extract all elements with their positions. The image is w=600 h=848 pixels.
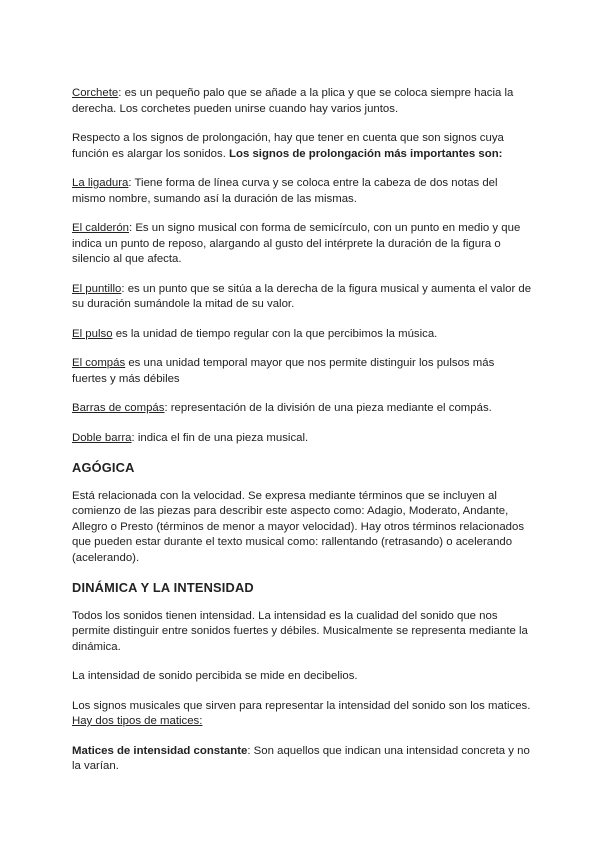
term-compas: El compás <box>72 357 126 369</box>
definition-ligadura: : Tiene forma de línea curva y se coloca entre la cabeza de dos notas del mismo nombre, sumando así la duración de las mismas. <box>72 177 498 205</box>
paragraph-puntillo <box>72 282 532 313</box>
term-doble-barra: Doble barra <box>72 431 132 444</box>
matices-text: Los signos musicales que sirven para representar la intensidad del sonido son los matices. <box>72 699 531 712</box>
term-ligadura: La ligadura <box>72 177 129 189</box>
paragraph-calderon <box>72 221 532 268</box>
definition-doble-barra: : indica el fin de una pieza musical. <box>131 431 309 444</box>
prolongacion-intro: Respecto a los signos de prolongación, hay que tener en cuenta que son signos cuya función es alargar los sonidos. <box>72 132 504 160</box>
definition-compas: es una unidad temporal mayor que nos permite distinguir los pulsos más fuertes y más débiles <box>72 357 495 385</box>
paragraph-barras <box>72 401 532 417</box>
definition-puntillo: : es un punto que se sitúa a la derecha de la figura musical y aumenta el valor de su duración sumándole la mitad de su valor. <box>72 282 532 310</box>
paragraph-agogica: Está relacionada con la velocidad. Se expresa mediante términos que se incluyen al comienzo de las piezas para describir este aspecto como: Adagio, Moderato, Andante, Allegro o Presto (términos de menor a mayor velocidad). Hay otros términos relacionados que pueden estar durante el texto musical como: rallentando (retrasando) o acelerando (acelerando). <box>72 489 525 564</box>
term-pulso: El pulso <box>72 327 113 340</box>
term-matices-constante: Matices de intensidad constante <box>72 744 248 757</box>
definition-pulso: es la unidad de tiempo regular con la que percibimos la música. <box>112 327 438 340</box>
paragraph-ligadura <box>72 176 532 207</box>
paragraph-prolongacion <box>72 131 532 162</box>
document-page <box>72 86 532 789</box>
paragraph-doble-barra <box>72 431 532 447</box>
paragraph-corchete <box>72 86 532 117</box>
prolongacion-bold: Los signos de prolongación más importantes son: <box>229 147 503 160</box>
definition-barras: : representación de la división de una pieza mediante el compás. <box>164 402 492 414</box>
term-corchete: Corchete <box>72 87 119 99</box>
paragraph-compas <box>72 356 532 387</box>
definition-corchete: : es un pequeño palo que se añade a la plica y que se coloca siempre hacia la derecha. Los corchetes pueden unirse cuando hay varios juntos. <box>72 87 514 115</box>
term-puntillo: El puntillo <box>72 282 122 295</box>
heading-agogica: AGÓGICA <box>72 460 135 475</box>
paragraph-pulso <box>72 327 532 343</box>
definition-matices-constante: : Son aquellos que indican una intensidad concreta y no la varían. <box>72 744 530 772</box>
paragraph-matices-constante <box>72 744 532 775</box>
paragraph-intensidad: Todos los sonidos tienen intensidad. La intensidad es la cualidad del sonido que nos permite distinguir entre sonidos fuertes y débiles. Musicalmente se representa mediante la dinámica. <box>72 609 528 653</box>
heading-dinamica: DINÁMICA Y LA INTENSIDAD <box>72 580 254 595</box>
paragraph-matices <box>72 699 532 730</box>
matices-tipos: Hay dos tipos de matices: <box>72 715 203 727</box>
definition-calderon: : Es un signo musical con forma de semicírculo, con un punto en medio y que indica un punto de reposo, alargando al gusto del intérprete la duración de la figura o silencio al que afecta. <box>72 222 521 265</box>
term-calderon: El calderón <box>72 222 129 234</box>
paragraph-decibelios: La intensidad de sonido percibida se mide en decibelios. <box>72 670 358 682</box>
term-barras: Barras de compás <box>72 402 165 414</box>
